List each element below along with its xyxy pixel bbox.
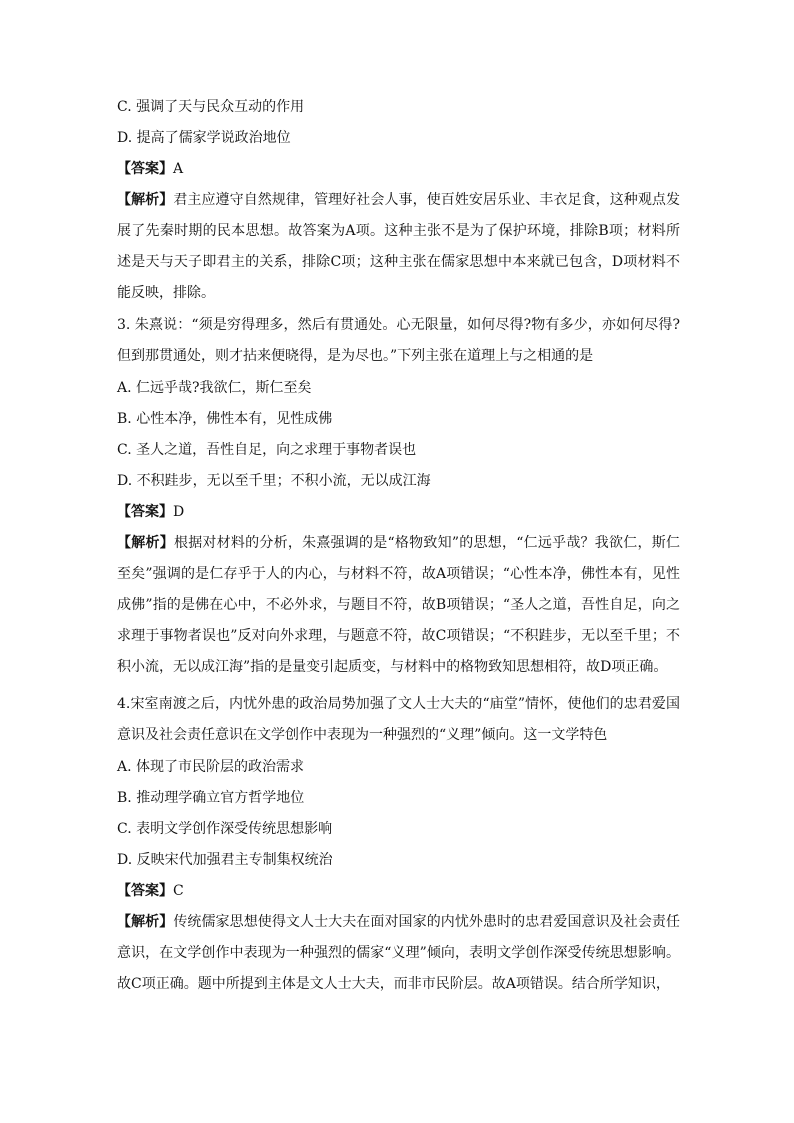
question-4-answer-line [117, 881, 680, 901]
question-3-option-d: D. 不积跬步，无以至千里；不积小流，无以成江海 [117, 473, 431, 489]
analysis-paragraph [117, 185, 680, 309]
question-4-option-b: B. 推动理学确立官方哲学地位 [117, 790, 305, 806]
answer-value: A [173, 161, 184, 177]
question-4-stem: 4.宋室南渡之后，内忧外患的政治局势加强了文人士大夫的“庙堂”情怀，使他们的忠君爱国意识及社会责任意识在文学创作中表现为一种强烈的“义理”倾向。这一文学特色 [117, 696, 680, 743]
analysis-text: 传统儒家思想使得文人士大夫在面对国家的内忧外患时的忠君爱国意识及社会责任意识，在文学创作中表现为一种强烈的儒家“义理”倾向，表明文学创作深受传统思想影响。故C项正确。题中所提到主体是文人士大夫，而非市民阶层。故A项错误。结合所学知识， [117, 914, 681, 992]
answer-value: D [173, 504, 185, 520]
answer-tag: 【答案】 [117, 161, 173, 177]
question-3-option-c: C. 圣人之道，吾性自足，向之求理于事物者误也 [117, 442, 417, 458]
question-4-option-a: A. 体现了市民阶层的政治需求 [117, 759, 305, 775]
question-3-option-b: B. 心性本净，佛性本有，见性成佛 [117, 411, 333, 427]
question-3-answer-line [117, 502, 680, 522]
option-d: D. 提高了儒家学说政治地位 [117, 130, 291, 146]
question-4-analysis [117, 907, 680, 1000]
analysis-tag: 【解析】 [117, 192, 174, 208]
question-4-option-d: D. 反映宋代加强君主专制集权统治 [117, 852, 333, 868]
answer-tag: 【答案】 [117, 883, 173, 899]
document-page [117, 97, 680, 1006]
option-c: C. 强调了天与民众互动的作用 [117, 99, 305, 115]
question-3-option-a: A. 仁远乎哉?我欲仁，斯仁至矣 [117, 380, 312, 396]
analysis-tag: 【解析】 [117, 914, 174, 930]
question-4-option-c: C. 表明文学创作深受传统思想影响 [117, 821, 333, 837]
question-3-analysis [117, 528, 680, 683]
answer-tag: 【答案】 [117, 504, 173, 520]
analysis-text: 根据对材料的分析，朱熹强调的是“格物致知”的思想，“仁远乎哉？我欲仁，斯仁至矣”强调的是仁存乎于人的内心，与材料不符，故A项错误；“心性本净，佛性本有，见性成佛”指的是佛在心中，不必外求，与题目不符，故B项错误；“圣人之道，吾性自足，向之求理于事物者误也”反对向外求理，与题意不符，故C项错误；“不积跬步，无以至千里；不积小流，无以成江海”指的是量变引起质变，与材料中的格物致知思想相符，故D项正确。 [117, 535, 680, 675]
analysis-text: 君主应遵守自然规律，管理好社会人事，使百姓安居乐业、丰衣足食，这种观点发展了先秦时期的民本思想。故答案为A项。这种主张不是为了保护环境，排除B项；材料所述是天与天子即君主的关系，排除C项；这种主张在儒家思想中本来就已包含，D项材料不能反映，排除。 [117, 192, 681, 301]
question-3-stem: 3. 朱熹说：“须是穷得理多，然后有贯通处。心无限量，如何尽得?物有多少，亦如何尽得?但到那贯通处，则才拈来便晓得，是为尽也。”下列主张在道理上与之相通的是 [117, 317, 680, 364]
answer-line [117, 159, 680, 179]
answer-value: C [173, 883, 184, 899]
analysis-tag: 【解析】 [117, 535, 174, 551]
